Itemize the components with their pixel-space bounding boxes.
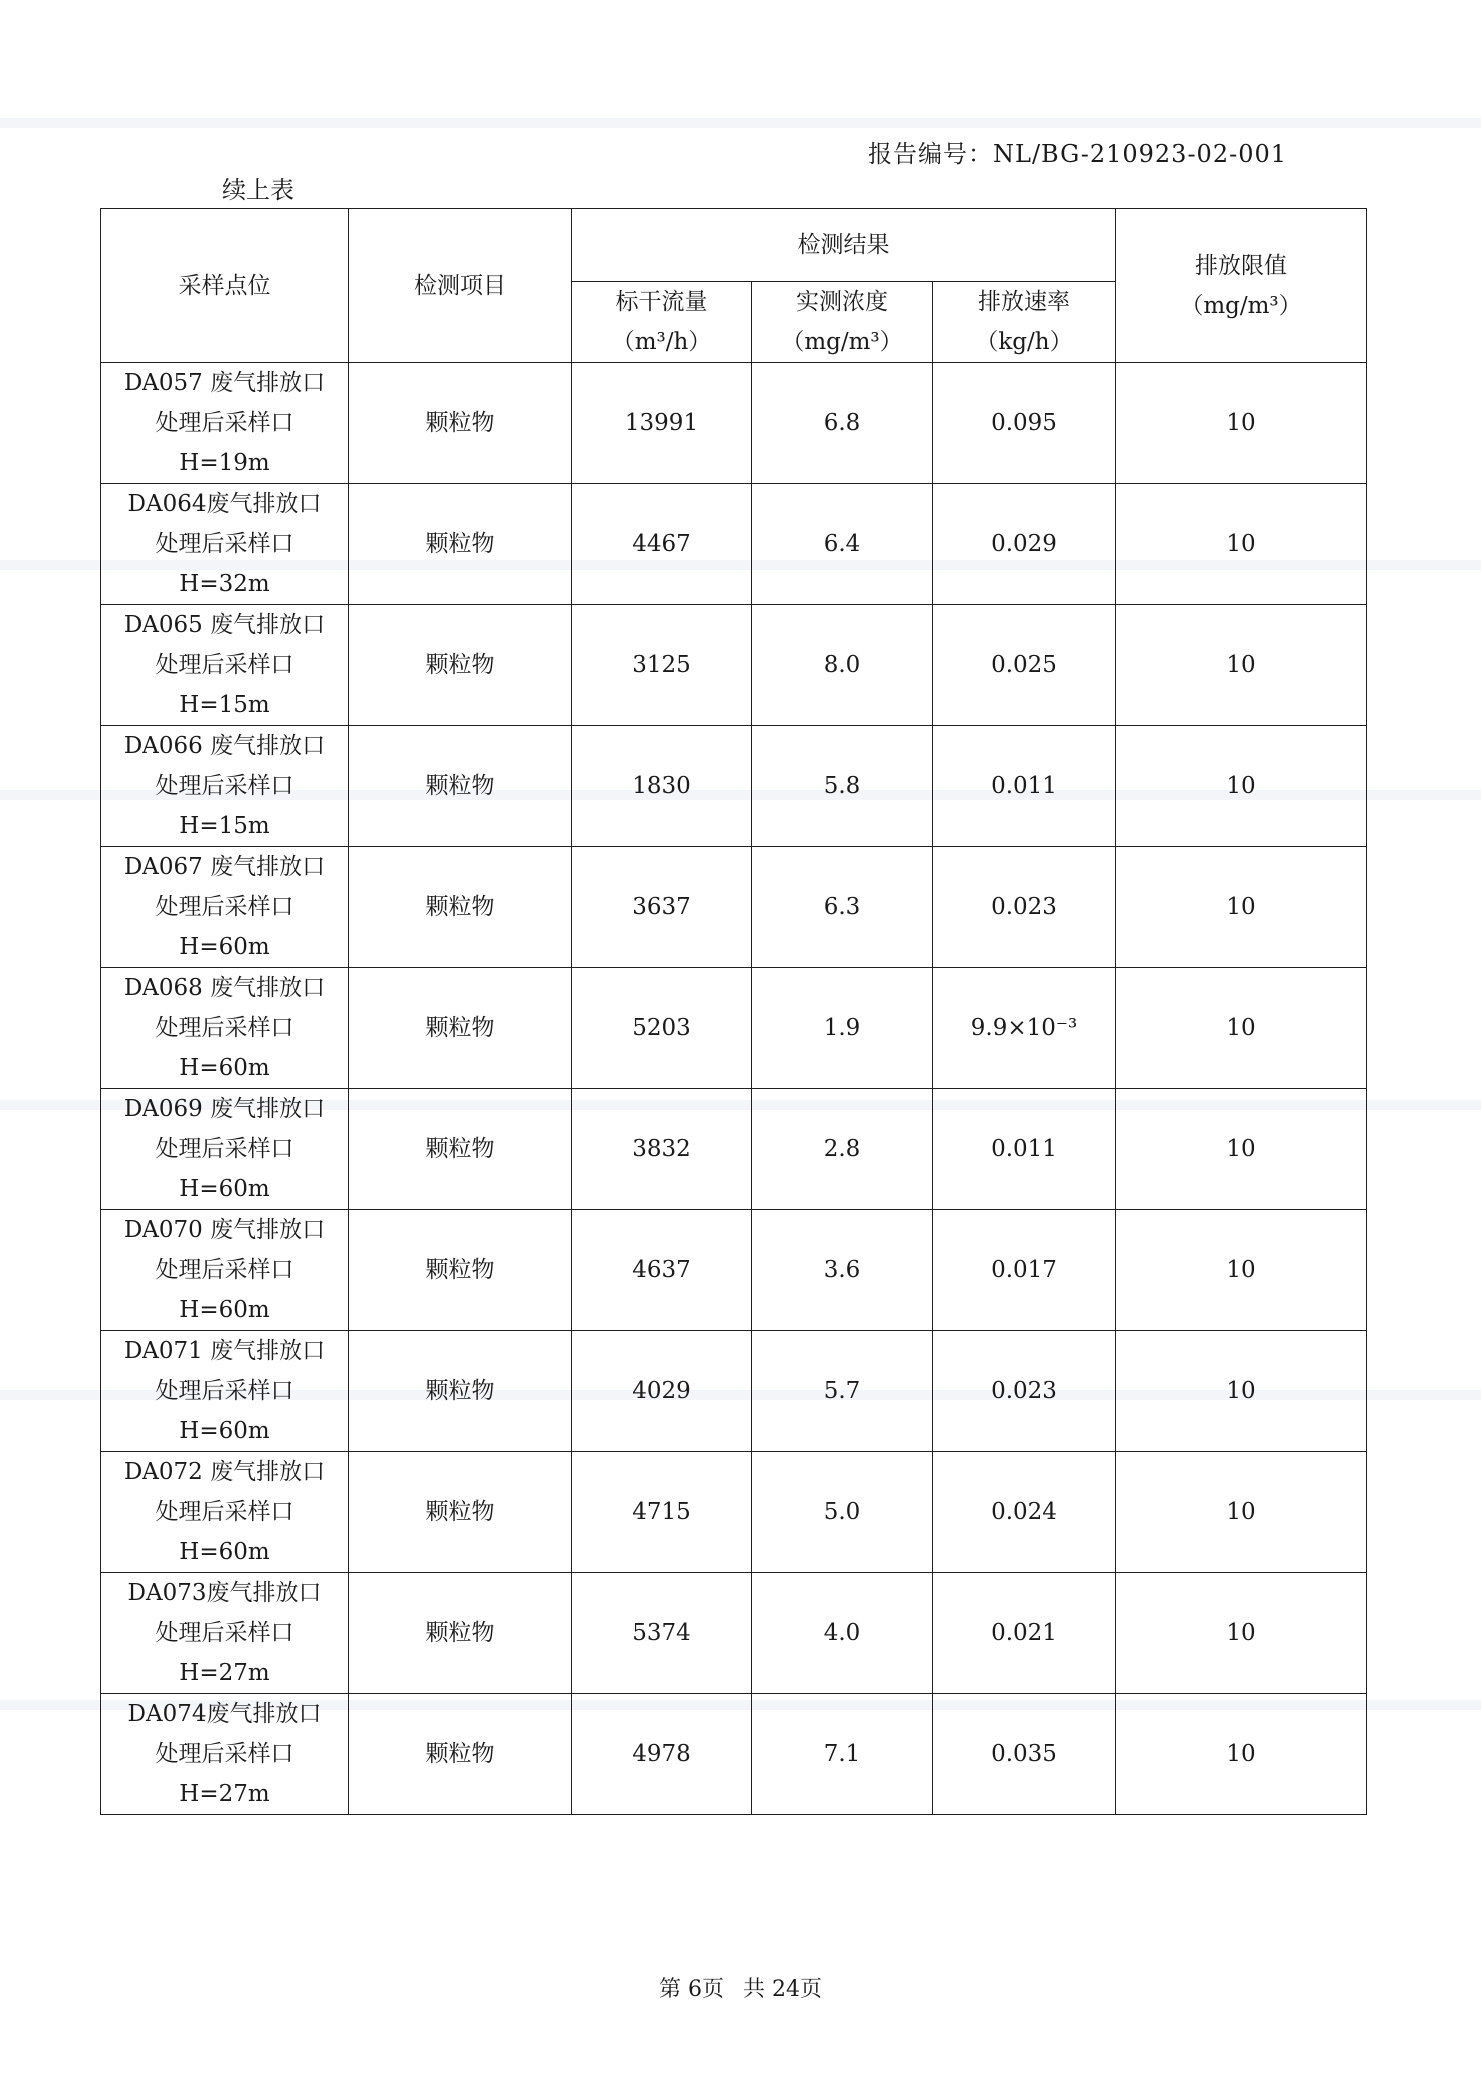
report-number-value: NL/BG-210923-02-001 xyxy=(993,140,1288,168)
cell-rate: 0.035 xyxy=(933,1694,1116,1815)
cell-site xyxy=(101,726,349,847)
cell-concentration: 4.0 xyxy=(752,1573,933,1694)
col-header-limit xyxy=(1116,209,1367,363)
cell-limit: 10 xyxy=(1116,1573,1367,1694)
site-line: 处理后采样口 xyxy=(155,894,294,920)
cell-rate: 0.011 xyxy=(933,726,1116,847)
cell-flow: 3637 xyxy=(572,847,752,968)
cell-limit: 10 xyxy=(1116,1210,1367,1331)
concentration-label: 实测浓度 xyxy=(796,289,888,315)
cell-site xyxy=(101,1573,349,1694)
table-row xyxy=(101,605,1367,726)
concentration-unit: （mg/m³） xyxy=(781,329,903,355)
site-line: DA064废气排放口 xyxy=(127,491,322,517)
cell-limit: 10 xyxy=(1116,847,1367,968)
site-line: H=15m xyxy=(179,813,270,839)
cell-site xyxy=(101,1210,349,1331)
flow-label: 标干流量 xyxy=(615,289,708,315)
table-row xyxy=(101,726,1367,847)
site-line: H=19m xyxy=(179,450,270,476)
site-line: H=15m xyxy=(179,692,270,718)
cell-limit: 10 xyxy=(1116,968,1367,1089)
cell-rate: 0.011 xyxy=(933,1089,1116,1210)
cell-site xyxy=(101,484,349,605)
cell-flow: 3832 xyxy=(572,1089,752,1210)
cell-rate: 0.029 xyxy=(933,484,1116,605)
cell-site xyxy=(101,1694,349,1815)
continued-label: 续上表 xyxy=(222,176,294,204)
cell-item: 颗粒物 xyxy=(349,1694,572,1815)
site-line: DA067 废气排放口 xyxy=(123,854,326,880)
cell-site xyxy=(101,363,349,484)
col-header-site: 采样点位 xyxy=(101,209,349,363)
site-line: DA068 废气排放口 xyxy=(123,975,326,1001)
cell-rate: 0.024 xyxy=(933,1452,1116,1573)
site-line: 处理后采样口 xyxy=(155,1741,294,1767)
cell-limit: 10 xyxy=(1116,484,1367,605)
cell-concentration: 8.0 xyxy=(752,605,933,726)
cell-limit: 10 xyxy=(1116,1452,1367,1573)
site-line: 处理后采样口 xyxy=(155,1015,294,1041)
table-row xyxy=(101,968,1367,1089)
site-line: H=60m xyxy=(179,1418,270,1444)
site-line: 处理后采样口 xyxy=(155,1620,294,1646)
table-row xyxy=(101,1452,1367,1573)
cell-item: 颗粒物 xyxy=(349,605,572,726)
site-line: 处理后采样口 xyxy=(155,410,294,436)
cell-flow: 4715 xyxy=(572,1452,752,1573)
cell-item: 颗粒物 xyxy=(349,968,572,1089)
site-line: DA071 废气排放口 xyxy=(123,1338,326,1364)
site-line: DA073废气排放口 xyxy=(127,1580,322,1606)
cell-flow: 13991 xyxy=(572,363,752,484)
cell-flow: 3125 xyxy=(572,605,752,726)
cell-site xyxy=(101,1452,349,1573)
cell-rate: 0.021 xyxy=(933,1573,1116,1694)
cell-item: 颗粒物 xyxy=(349,363,572,484)
cell-flow: 4467 xyxy=(572,484,752,605)
table-row xyxy=(101,1089,1367,1210)
cell-item: 颗粒物 xyxy=(349,484,572,605)
col-header-rate xyxy=(933,282,1116,363)
site-line: DA070 废气排放口 xyxy=(123,1217,326,1243)
cell-item: 颗粒物 xyxy=(349,847,572,968)
site-line: DA069 废气排放口 xyxy=(123,1096,326,1122)
cell-limit: 10 xyxy=(1116,363,1367,484)
cell-rate: 0.023 xyxy=(933,847,1116,968)
cell-site xyxy=(101,1089,349,1210)
site-line: DA072 废气排放口 xyxy=(123,1459,326,1485)
cell-item: 颗粒物 xyxy=(349,1089,572,1210)
page-footer xyxy=(0,1972,1481,2003)
cell-rate: 0.023 xyxy=(933,1331,1116,1452)
site-line: H=60m xyxy=(179,1176,270,1202)
report-number-label: 报告编号： xyxy=(868,140,993,168)
site-line: H=60m xyxy=(179,1055,270,1081)
cell-flow: 4637 xyxy=(572,1210,752,1331)
col-header-concentration xyxy=(752,282,933,363)
page-current: 第 6页 xyxy=(659,1977,724,2002)
cell-concentration: 6.4 xyxy=(752,484,933,605)
cell-concentration: 3.6 xyxy=(752,1210,933,1331)
cell-site xyxy=(101,1331,349,1452)
results-table xyxy=(100,208,1367,1815)
site-line: H=27m xyxy=(179,1781,270,1807)
col-header-results: 检测结果 xyxy=(572,209,1116,282)
cell-item: 颗粒物 xyxy=(349,1331,572,1452)
cell-rate: 9.9×10⁻³ xyxy=(933,968,1116,1089)
cell-item: 颗粒物 xyxy=(349,726,572,847)
cell-concentration: 5.0 xyxy=(752,1452,933,1573)
cell-flow: 4978 xyxy=(572,1694,752,1815)
cell-item: 颗粒物 xyxy=(349,1573,572,1694)
col-header-item: 检测项目 xyxy=(349,209,572,363)
site-line: H=60m xyxy=(179,1539,270,1565)
cell-flow: 5374 xyxy=(572,1573,752,1694)
rate-unit: （kg/h） xyxy=(975,329,1073,355)
cell-flow: 1830 xyxy=(572,726,752,847)
table-row xyxy=(101,484,1367,605)
cell-site xyxy=(101,847,349,968)
cell-limit: 10 xyxy=(1116,726,1367,847)
cell-limit: 10 xyxy=(1116,1089,1367,1210)
site-line: 处理后采样口 xyxy=(155,652,294,678)
cell-concentration: 6.8 xyxy=(752,363,933,484)
limit-label: 排放限值 xyxy=(1195,252,1287,279)
cell-rate: 0.095 xyxy=(933,363,1116,484)
site-line: DA065 废气排放口 xyxy=(123,612,326,638)
scan-band xyxy=(0,118,1481,128)
cell-item: 颗粒物 xyxy=(349,1452,572,1573)
cell-site xyxy=(101,605,349,726)
site-line: DA057 废气排放口 xyxy=(123,370,326,396)
cell-concentration: 7.1 xyxy=(752,1694,933,1815)
site-line: H=32m xyxy=(179,571,270,597)
page-total: 共 24页 xyxy=(743,1977,822,2002)
cell-item: 颗粒物 xyxy=(349,1210,572,1331)
table-row xyxy=(101,1694,1367,1815)
site-line: 处理后采样口 xyxy=(155,773,294,799)
cell-concentration: 6.3 xyxy=(752,847,933,968)
limit-unit: （mg/m³） xyxy=(1180,292,1302,319)
cell-limit: 10 xyxy=(1116,1331,1367,1452)
table-row xyxy=(101,1331,1367,1452)
site-line: DA074废气排放口 xyxy=(127,1701,322,1727)
cell-limit: 10 xyxy=(1116,605,1367,726)
cell-concentration: 2.8 xyxy=(752,1089,933,1210)
report-number xyxy=(868,134,1287,169)
cell-limit: 10 xyxy=(1116,1694,1367,1815)
cell-concentration: 5.7 xyxy=(752,1331,933,1452)
cell-flow: 4029 xyxy=(572,1331,752,1452)
site-line: 处理后采样口 xyxy=(155,531,294,557)
table-row xyxy=(101,1210,1367,1331)
site-line: 处理后采样口 xyxy=(155,1378,294,1404)
table-row xyxy=(101,1573,1367,1694)
cell-site xyxy=(101,968,349,1089)
site-line: 处理后采样口 xyxy=(155,1499,294,1525)
header-row xyxy=(101,209,1367,282)
site-line: H=27m xyxy=(179,1660,270,1686)
cell-concentration: 1.9 xyxy=(752,968,933,1089)
table-row xyxy=(101,847,1367,968)
col-header-flow xyxy=(572,282,752,363)
site-line: 处理后采样口 xyxy=(155,1257,294,1283)
table-row xyxy=(101,363,1367,484)
cell-rate: 0.017 xyxy=(933,1210,1116,1331)
cell-rate: 0.025 xyxy=(933,605,1116,726)
cell-flow: 5203 xyxy=(572,968,752,1089)
site-line: DA066 废气排放口 xyxy=(123,733,326,759)
rate-label: 排放速率 xyxy=(978,289,1070,315)
flow-unit: （m³/h） xyxy=(611,329,712,355)
site-line: H=60m xyxy=(179,1297,270,1323)
site-line: 处理后采样口 xyxy=(155,1136,294,1162)
cell-concentration: 5.8 xyxy=(752,726,933,847)
site-line: H=60m xyxy=(179,934,270,960)
